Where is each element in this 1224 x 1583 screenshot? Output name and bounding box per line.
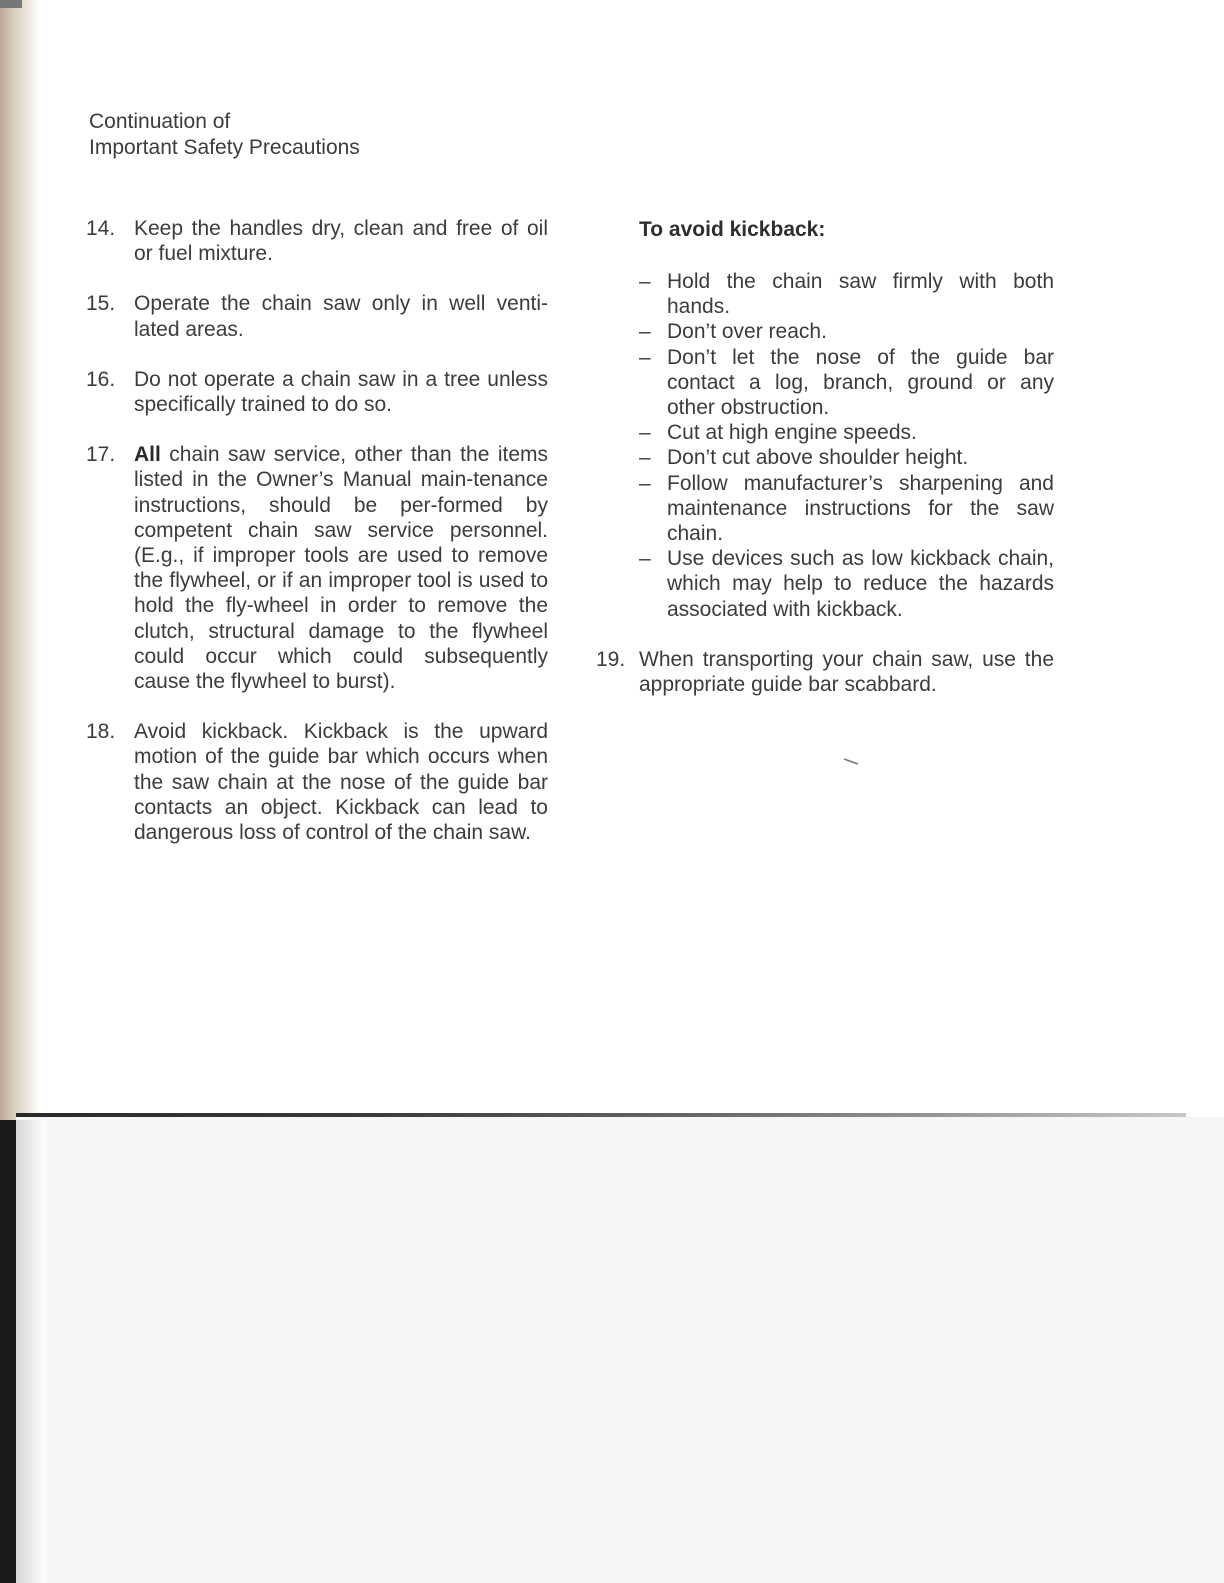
kickback-item-text: Follow manufacturer’s sharpening and maintenance instructions for the saw chain. [667, 471, 1054, 546]
kickback-item-text: Cut at high engine speeds. [667, 421, 917, 445]
kickback-list-item [639, 345, 1054, 421]
kickback-heading: To avoid kickback: [639, 218, 826, 241]
kickback-list-item [639, 471, 1054, 547]
item-text: Avoid kickback. Kickback is the upward motion of the guide bar which occurs when the saw chain at the nose of the guide bar contacts an object. Kickback can lead to dangerous loss of control of the chain saw. [134, 720, 548, 845]
kickback-list-item [639, 546, 1054, 622]
page-binding-shadow [0, 0, 40, 1125]
kickback-item-text: Hold the chain saw firmly with both hands. [667, 270, 1054, 319]
kickback-list [639, 269, 1054, 622]
item-text: Do not operate a chain saw in a tree unless specifically trained to do so. [134, 367, 548, 417]
dash-bullet: – [639, 345, 651, 369]
item-number: 15. [86, 292, 116, 316]
item-number: 14. [86, 217, 116, 240]
item-text: When transporting your chain saw, use the appropriate guide bar scabbard. [639, 647, 1054, 697]
header-line-1: Continuation of [89, 110, 231, 133]
kickback-list-item [639, 445, 1054, 470]
binding-mark [0, 0, 22, 8]
right-column [596, 216, 1054, 722]
page-divider-rule [16, 1113, 1186, 1117]
kickback-item-text: Don’t cut above shoulder height. [667, 446, 969, 470]
dash-bullet: – [639, 446, 651, 470]
list-item-18 [86, 719, 548, 845]
list-item-14 [86, 216, 548, 266]
item-text [134, 442, 548, 694]
kickback-list-item [639, 420, 1054, 445]
kickback-item-text: Don’t over reach. [667, 320, 827, 344]
item-bold-lead: All [134, 443, 161, 467]
item-text-body: chain saw service, other than the items listed in the Owner’s Manual main-tenance instructions, should be per-formed by competent chain saw service personnel. (E.g., if improper tools are used to remove the flywheel, or if an improper tool is used to hold the fly-wheel in order to remove the clutch, structural damage to the flywheel could occur which could subsequently cause the flywheel to burst). [134, 443, 548, 694]
kickback-item-text: Don’t let the nose of the guide bar contact a log, branch, ground or any other obstruction. [667, 345, 1054, 420]
item-text: Operate the chain saw only in well venti-lated areas. [134, 292, 548, 341]
list-item-19 [596, 647, 1054, 697]
list-item-16 [86, 367, 548, 417]
dash-bullet: – [639, 320, 651, 344]
binding-edge-dark [0, 1120, 16, 1583]
kickback-list-item [639, 319, 1054, 344]
stray-mark [843, 757, 863, 767]
item-number: 16. [86, 367, 116, 391]
section-header [89, 109, 360, 161]
dash-bullet: – [639, 471, 651, 495]
kickback-list-item [639, 269, 1054, 319]
dash-bullet: – [639, 270, 651, 293]
item-text: Keep the handles dry, clean and free of oil or fuel mixture. [134, 217, 548, 266]
item-number: 17. [86, 443, 116, 467]
binding-edge-fade [16, 1120, 46, 1583]
list-item-15 [86, 291, 548, 341]
item-number: 19. [596, 647, 626, 671]
dash-bullet: – [639, 421, 651, 445]
list-item-17 [86, 442, 548, 694]
lower-page-area [16, 1117, 1224, 1583]
item-number: 18. [86, 720, 116, 744]
kickback-item-text: Use devices such as low kickback chain, which may help to reduce the hazards associated with kickback. [667, 547, 1054, 621]
dash-bullet: – [639, 547, 651, 571]
header-line-2: Important Safety Precautions [89, 136, 360, 159]
left-column [86, 216, 548, 870]
